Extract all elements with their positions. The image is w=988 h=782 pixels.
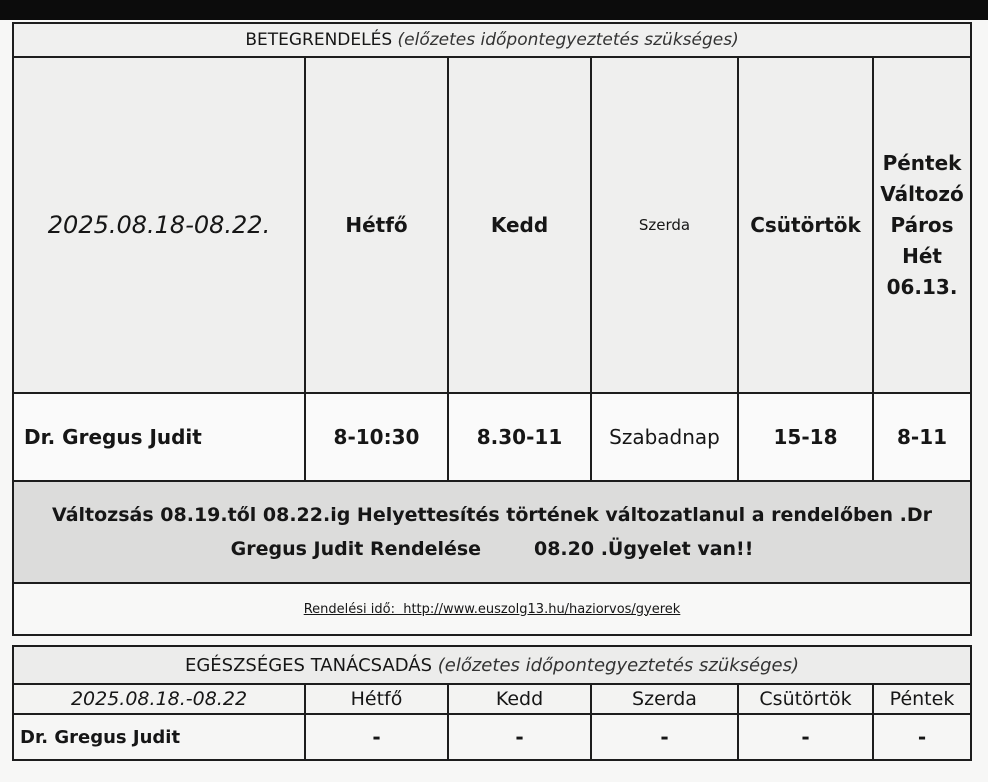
notice-line-2: Gregus Judit Rendelése 08.20 .Ügyelet van!! — [230, 538, 754, 560]
counseling-day-thursday: Csütörtök — [738, 684, 873, 714]
counseling-table — [12, 645, 972, 761]
counseling-day-tuesday: Kedd — [448, 684, 591, 714]
counseling-value-friday: - — [873, 714, 971, 760]
day-wednesday: Szerda — [591, 57, 738, 393]
doctor-name: Dr. Gregus Judit — [13, 393, 305, 481]
consultation-header — [13, 23, 971, 57]
day-monday: Hétfő — [305, 57, 448, 393]
counseling-value-thursday: - — [738, 714, 873, 760]
friday-line: Hét — [902, 243, 942, 268]
hours-wednesday: Szabadnap — [591, 393, 738, 481]
counseling-day-monday: Hétfő — [305, 684, 448, 714]
schedule-link[interactable]: Rendelési idő: http://www.euszolg13.hu/haziorvos/gyerek — [303, 601, 681, 617]
hours-tuesday: 8.30-11 — [448, 393, 591, 481]
counseling-value-monday: - — [305, 714, 448, 760]
counseling-value-wednesday: - — [591, 714, 738, 760]
counseling-doctor-name: Dr. Gregus Judit — [13, 714, 305, 760]
schedule-link-cell — [13, 583, 971, 635]
friday-line: Változó — [880, 181, 964, 206]
consultation-title: BETEGRENDELÉS — [245, 30, 393, 50]
hours-monday: 8-10:30 — [305, 393, 448, 481]
day-thursday: Csütörtök — [738, 57, 873, 393]
day-friday — [873, 57, 971, 393]
counseling-header — [13, 646, 971, 684]
friday-line: Páros — [890, 212, 954, 237]
hours-thursday: 15-18 — [738, 393, 873, 481]
consultation-title-note: (előzetes időpontegyeztetés szükséges) — [397, 30, 739, 50]
notice-line-1: Változsás 08.19.től 08.22.ig Helyettesítés történek változatlanul a rendelőben .Dr — [52, 504, 932, 526]
day-tuesday: Kedd — [448, 57, 591, 393]
counseling-value-tuesday: - — [448, 714, 591, 760]
consultation-table — [12, 22, 972, 636]
counseling-title-note: (előzetes időpontegyeztetés szükséges) — [437, 654, 800, 676]
hours-friday: 8-11 — [873, 393, 971, 481]
change-notice — [13, 481, 971, 583]
counseling-day-wednesday: Szerda — [591, 684, 738, 714]
friday-line: 06.13. — [886, 274, 958, 299]
counseling-date-range: 2025.08.18.-08.22 — [13, 684, 305, 714]
friday-line: Péntek — [882, 150, 962, 175]
counseling-title: EGÉSZSÉGES TANÁCSADÁS — [184, 654, 433, 676]
consultation-date-range: 2025.08.18-08.22. — [13, 57, 305, 393]
top-dark-band — [0, 0, 988, 20]
counseling-day-friday: Péntek — [873, 684, 971, 714]
